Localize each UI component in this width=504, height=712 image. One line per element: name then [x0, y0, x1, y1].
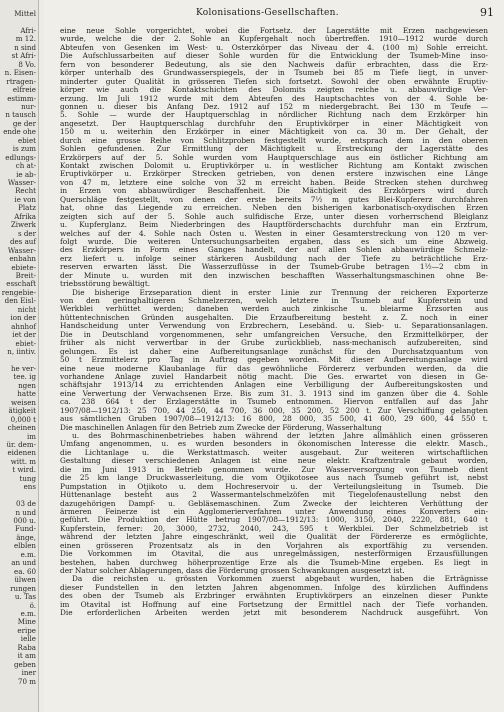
- margin-fragment: witt. m: [10, 456, 36, 466]
- text-line: eine neue Sohle vorgerichtet, wobei die Fortsetz. der Lagerstätte mit Erzen nachgewiesen: [60, 27, 488, 35]
- margin-fragment: enbahn: [9, 254, 36, 264]
- margin-fragment: Mittel: [14, 9, 36, 18]
- margin-fragment: Wasser-: [7, 178, 36, 187]
- margin-fragment: tung: [19, 473, 36, 483]
- text-line: erz liefert u. infolge seiner stärkeren Ausbildung nach der Tiefe zu beträchtliche Erz-: [60, 254, 488, 263]
- margin-fragment: ätigkeit: [8, 406, 36, 416]
- text-line: bestehen, haben durchweg höherprozentige Erze als die Tsumeb-Mine ergeben. Es liegt in: [60, 558, 488, 567]
- text-line: eine Verwertung der Verwachsenen Erze. Bis zum 31. 3. 1913 sind im ganzen über die 4. Sohle: [60, 389, 488, 398]
- text-line: 150 m u. weiterhin den Erzkörper in einer Mächtigkeit von ca. 30 m. Der Gehalt, der: [60, 128, 488, 137]
- margin-fragment: 000 u.: [13, 516, 36, 525]
- margin-fragment: änge,: [16, 532, 36, 542]
- text-line: zeigten sich auf der 5. Sohle auch sulfidische Erze, unter diesen vorherrschend Bleiglanz: [60, 212, 488, 221]
- margin-fragment: Wasser-: [7, 245, 36, 255]
- margin-fragment: Mine: [17, 617, 36, 627]
- margin-fragment: ielle: [20, 634, 36, 644]
- text-line: wurde, welche die der 2. Sohle an Kupfergehalt noch übertreffen. 1910—1912 wurde durch: [60, 35, 488, 44]
- text-line: einen grösseren Prozentsatz als in den Vorjahren als exportfähig zu versenden.: [60, 541, 488, 550]
- margin-fragment: des auf: [9, 237, 36, 247]
- text-line: gonnen u. dieser bis Anfang Dez. 1912 auf 152 m niedergebracht. Bei 130 m Teufe —: [60, 102, 488, 111]
- margin-fragment: 03 de: [15, 499, 36, 509]
- text-line: Eruptivkörper u. Erzkörper Strecken getrieben, von denen erstere inzwischen eine Länge: [60, 170, 488, 179]
- text-line: Pumpstation in Otjikoto u. dem Hochreservoir u. der Verteilungsleitung in Tsumeb. Die: [60, 482, 488, 491]
- text-line: welches auf der 4. Sohle nach Osten u. Westen in einer Gesamterstreckung von 120 m ver-: [60, 229, 488, 238]
- text-line: eine neue moderne Klaubanlage für das gewöhnliche Fördererz verbunden werden, da die: [60, 364, 488, 373]
- text-line: körper unterhalb des Grundwasserspiegels, der in Tsumeb bei 85 m Tiefe liegt, in unver-: [60, 69, 488, 78]
- margin-fragment: it am: [17, 651, 36, 661]
- text-line: Umfang angenommen, u. es wurden besonders in ökonomischen Interesse die elektr. Masch.,: [60, 440, 488, 449]
- text-line: in Erzen von abbauwürdiger Beschaffenheit. Die Mächtigkeit des Erzkörpers wird durch: [60, 187, 488, 196]
- margin-fragment: st Afri-: [11, 51, 36, 61]
- text-line: des oben der Tsumeb als Erzbringer erwähnten Eruptivkörpers an einzelnen dieser Punkte: [60, 592, 488, 601]
- text-line: Gestaltung dieser verschiedenen Anlagen ist eine neue elektr. Kraftzentrale gebaut worden,: [60, 457, 488, 466]
- margin-fragment: Breit-: [15, 270, 36, 280]
- margin-fragment: ö.: [29, 600, 36, 610]
- text-line: vorhandene Anlage zuviel Handarbeit nötig macht. Die Ges. erwartet von diesen in Ge-: [60, 372, 488, 381]
- margin-fragment: ens: [23, 482, 36, 492]
- text-line: des Erzkörpers in Form eines Ganges handelt, der auf allen Sohlen abbauwürdige Schmelz-: [60, 246, 488, 255]
- text-line: angesetzt. Der Hauptquerschlag durchfuhr den Eruptivkörper in einer Mächtigkeit von: [60, 119, 488, 128]
- margin-fragment: estimm-: [7, 93, 36, 103]
- text-line: von den geringhaltigeren Schmelzerzen, welch letztere in Tsumeb auf Kupferstein und: [60, 297, 488, 305]
- margin-fragment: n, iintiv.: [7, 347, 36, 356]
- text-line: Handscheidung unter Verwendung von Erzbrechern, Lesebänd. u. Sieb- u. Separationsanlagen.: [60, 322, 488, 331]
- margin-fragment: e.m.: [20, 608, 36, 618]
- margin-fragment: Afrika: [14, 211, 36, 221]
- text-line: fern von besonderer Bedeutung, als sie den Nachweis dafür erbrachten, dass die Erz-: [60, 60, 488, 69]
- margin-fragment: cheinen: [7, 423, 36, 433]
- page-header: [56, 6, 496, 20]
- text-line: der Natur solcher Ablagerungen, dass die Förderung grossen Schwankungen ausgesetzt ist.: [60, 567, 405, 575]
- margin-fragment: u. Tas: [14, 592, 36, 602]
- text-line: körper wie auch die Kontaktschichten des Dolomits zeigten reiche u. abbauwürdige Ver-: [60, 86, 488, 95]
- text-line: minderter guter Qualität in grösseren Tiefen sich fortsetzt. Sowohl der oben erwähnte Eruptiv-: [60, 77, 488, 86]
- margin-fragment: geben: [13, 659, 36, 669]
- text-line: schäftsjahr 1913/14 zu errichtenden Anlagen eine Verbilligung der Aufbereitungskosten und: [60, 381, 488, 390]
- margin-fragment: ie ab-: [16, 169, 36, 179]
- margin-fragment: eripe: [17, 625, 36, 635]
- text-line: gelungen. Es ist daher eine Aufbereitungsanlage zunächst für den Durchsatzquantum von: [60, 347, 488, 356]
- margin-fragment: ende ohe: [3, 127, 36, 137]
- text-line: 50 t Erzmittelerz pro Tag in Auftrag gegeben worden. Mit dieser Aufbereitungsanlage wird: [60, 356, 488, 365]
- page-number: 91: [480, 6, 494, 19]
- margin-fragment: 0,000 t: [10, 414, 36, 424]
- margin-fragment: n sind: [14, 42, 36, 52]
- text-line: Querschläge festgestellt, von denen der erste bereits 7½ m gutes Blei-Kupfererz durchfahren: [60, 195, 488, 204]
- margin-fragment: den Eisl-: [4, 296, 36, 306]
- text-line: von 47 m, letztere eine solche von 32 m erreicht haben. Beide Strecken stehen durchweg: [60, 178, 488, 187]
- text-line: Die Vorkommen im Otavital, die aus unregelmässigen, nesterförmigen Erzausfüllungen: [60, 550, 488, 559]
- text-line: früher als nicht verwertbar in der Grube zurückblieb, nass-mechanisch aufzubereiten, sind: [60, 339, 488, 348]
- margin-fragment: 70 m: [17, 676, 36, 686]
- margin-fragment: rtragen-: [6, 76, 36, 86]
- text-line: Kupferstein, ferner: 20, 3000, 2732, 2040, 243, 595 t Werkblei. Der Schmelzbetrieb ist: [60, 524, 488, 533]
- margin-fragment: ge der: [12, 118, 36, 128]
- text-line: ärmeren Feinerze ist ein Agglomerierverfahren unter Anwendung eines Konverters ein-: [60, 507, 488, 516]
- text-line: die Lichtanlage u. die Werkstattmasch. weiter ausgebaut. Zur weiteren wirtschaftlichen: [60, 448, 488, 457]
- margin-fragment: is zum: [12, 144, 36, 154]
- margin-fragment: tee. ig: [13, 372, 36, 382]
- margin-fragment: Afri-: [20, 25, 36, 35]
- text-line: 1907/08—1912/13: 25 700, 44 250, 44 700, 36 000, 35 200, 52 200 t. Zur Verschiffung gelangten: [60, 406, 488, 415]
- margin-fragment: n tausch: [5, 110, 36, 120]
- text-line: Werkblei verhüttet werden; daneben werden auch zinkische u. bleiarme Erzsorten aus: [60, 305, 488, 314]
- previous-page-margin: [0, 0, 39, 712]
- text-line: Da die reichsten u. grössten Vorkommen zuerst abgebaut wurden, haben die Erträgnisse: [72, 575, 488, 584]
- margin-fragment: elblen: [13, 541, 36, 551]
- text-line: dieser Fundstellen in den letzten Jahren abgenommen. Infolge des kürzlichen Auffindens: [60, 583, 488, 592]
- margin-fragment: n und: [15, 507, 36, 517]
- margin-fragment: ch at-: [15, 161, 36, 171]
- text-line: Erzkörpers auf der 5. Sohle wurden vom Hauptquerschlage aus ein östlicher Richtung am: [60, 153, 488, 162]
- margin-fragment: ür. dem-: [6, 439, 36, 449]
- margin-fragment: 8 Vo.: [18, 59, 36, 69]
- margin-fragment: nur-: [21, 101, 36, 111]
- text-line: erzung. Im Juli 1912 wurde mit dem Abteufen des Hauptschachtes von der 4. Sohle be-: [60, 94, 488, 103]
- margin-fragment: n. Eisen-: [4, 68, 36, 78]
- margin-fragment: an und: [11, 558, 36, 568]
- text-line: der Minute u. wurden mit den inzwischen beschafften Wasserhaltungsmaschinen ohne Be-: [60, 271, 488, 280]
- margin-fragment: Recht: [15, 186, 36, 196]
- text-line: triebsstörung bewältigt.: [60, 280, 151, 289]
- margin-fragment: Ziwerk: [10, 220, 36, 230]
- margin-fragment: ion der: [10, 313, 36, 323]
- body-text: [60, 27, 488, 707]
- text-line: während der letzten Jahre eingeschränkt, weil die Qualität der Fördererze es ermöglichte,: [60, 533, 488, 542]
- text-line: ca. 238 664 t der Erzlagerstätte in Tsumeb entnommen. Hiervon entfallen auf das Jahr: [60, 398, 488, 407]
- margin-fragment: ebiete-: [11, 262, 36, 272]
- margin-fragment: e.m.: [20, 549, 36, 559]
- text-line: Hüttenanlage besteht aus 2 Wassermantelschmelzöfen mit Tiegelofenaustellung nebst den: [60, 491, 488, 500]
- text-line: Die Aufschlussarbeiten auf dieser Sohle wurden für die Entwicklung der Tsumeb-Mine inso-: [60, 52, 488, 61]
- text-line: geführt. Die Produktion der Hütte betrug 1907/08—1912/13: 1000, 3150, 2040, 2220, 881, 640 t: [60, 516, 488, 525]
- margin-fragment: weisen: [11, 397, 36, 407]
- margin-fragment: nicht: [17, 304, 36, 314]
- margin-fragment: esschaft: [6, 279, 36, 289]
- document-page: [44, 0, 504, 712]
- margin-fragment: ea. 60: [14, 566, 36, 576]
- margin-fragment: s der: [17, 228, 36, 238]
- margin-fragment: m 12.: [15, 34, 36, 44]
- margin-fragment: he ver-: [10, 363, 36, 373]
- text-line: hat, ohne das Liegende zu erreichen. Neben den bisherigen karbonatisch-oxydischen Erzen: [60, 204, 488, 213]
- text-line: dazugehörigen Dampf- u. Gebläsemaschinen. Zum Zwecke der leichteren Verhüttung der: [60, 499, 488, 508]
- margin-fragment: ie von: [14, 194, 36, 204]
- text-line: u. des Bohrmaschinenbetriebes haben während der letzten Jahre allmählich einen grösseren: [72, 432, 488, 440]
- margin-fragment: hatte: [17, 389, 36, 399]
- margin-fragment: Raba: [17, 642, 36, 652]
- text-line: 5. Sohle — wurde der Hauptquerschlag in nördlicher Richtung nach dem Erzkörper hin: [60, 111, 488, 120]
- margin-fragment: t wird.: [12, 465, 36, 475]
- text-line: die 25 km lange Druckwasserleitung, die vom Otjikotosee aus nach Tsumeb geführt ist, nebst: [60, 474, 488, 483]
- margin-fragment: im: [27, 431, 36, 441]
- margin-fragment: elfreie: [12, 85, 36, 95]
- text-line: durch eine grosse Reihe von Schlitzproben festgestellt wurde, entsprach dem in den oberen: [60, 136, 488, 145]
- text-line: reserven erwarten lässt. Die Wasserzuflüsse in der Tsumeb-Grube betragen 1½—2 cbm in: [60, 263, 488, 272]
- margin-fragment: iner: [21, 668, 36, 678]
- margin-fragment: Platz: [18, 203, 36, 213]
- margin-fragment: ebiet-: [15, 338, 36, 348]
- margin-fragment: ahnhof: [11, 321, 36, 331]
- text-line: Sohlen gefundenen. Zur Ermittlung der Mächtigkeit u. Erstreckung der Lagerstätte des: [60, 145, 488, 154]
- text-line: die im Juni 1913 in Betrieb genommen wurde. Zur Wasserversorgung von Tsumeb dient: [60, 465, 488, 474]
- margin-fragment: ngen: [18, 380, 36, 390]
- text-line: Die in Deutschland vorgenommenen, sehr umfangreichen Versuche, den Erzmittelkörper, der: [60, 330, 488, 339]
- running-title: Kolonisations-Gesellschaften.: [196, 8, 339, 18]
- margin-fragment: ebiet: [17, 135, 36, 145]
- text-line: Die erforderlichen Arbeiten werden jetzt mit besonderem Nachdruck ausgeführt. Von: [60, 609, 488, 618]
- margin-fragment: rungen: [10, 583, 36, 593]
- margin-fragment: iet der: [12, 330, 36, 340]
- text-line: u. Kupferglanz. Beim Niederbringen des Hauptförderschachts durchfuhr man ein Erztrum,: [60, 221, 488, 230]
- text-line: hüttentechnischen Gründen ausgehalten. Die Erzaufbereitung besteht z. Z. noch in einer: [60, 313, 488, 322]
- text-line: aus sämtlichen Gruben 1907/08—1912/13: 16 800, 28 000, 35 500, 41 600, 29 600, 44 550 t.: [60, 415, 488, 424]
- margin-fragment: Fund-: [15, 524, 36, 534]
- text-line: Kontakt zwischen Dolomit u. Eruptivkörper u. in westlicher Richtung am Kontakt zwischen: [60, 162, 488, 170]
- text-line: folgt wurde. Die weiteren Untersuchungsarbeiten ergaben, dass es sich um eine Abzweig.: [60, 237, 488, 246]
- margin-fragment: ülwen: [14, 575, 36, 585]
- margin-fragment: edlungs-: [5, 152, 36, 162]
- text-line: Die bisherige Erzseparation dient in erster Linie zur Trennung der reicheren Exporterze: [72, 288, 488, 297]
- text-line: Abteufen von Gesenken im West- u. Osterzkörper das Niveau der 4. (100 m) Sohle erreicht.: [60, 43, 488, 52]
- text-line: im Otavital ist Hoffnung auf eine Fortsetzung der Ermittlel nach der Tiefe vorhanden.: [60, 600, 488, 609]
- margin-fragment: eidenen: [7, 448, 36, 458]
- margin-fragment: rengebie-: [1, 287, 36, 297]
- text-line: Die maschinellen Anlagen für den Betrieb zum Zwecke der Förderung, Wasserhaltung: [60, 423, 382, 432]
